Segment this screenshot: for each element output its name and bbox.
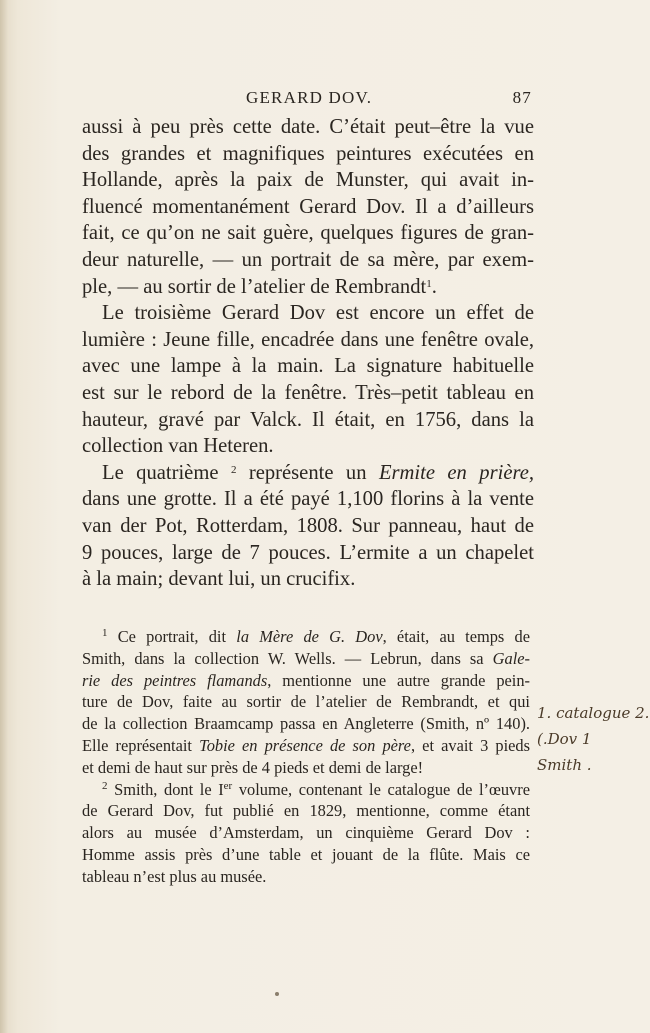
text-line: fluencé momentanément Gerard Dov. Il a d’ailleurs <box>82 195 534 218</box>
text-line: collection van Heteren. <box>82 435 274 458</box>
footnote-line: de Gerard Dov, fut publié en 1829, mentionne, comme étant <box>82 801 530 821</box>
running-title: GERARD DOV. <box>246 88 373 107</box>
footnote-line: $^2$ Smith, dont le Ier volume, contenant le catalogue de l’œuvre <box>102 779 530 799</box>
paragraph-3 <box>82 460 534 593</box>
text-line: fait, ce qu’on ne sait guère, quelques figures de gran- <box>82 222 534 245</box>
paragraph-1 <box>82 114 534 300</box>
handwritten-margin-note <box>537 700 650 778</box>
text-line: 9 pouces, large de 7 pouces. L’ermite a un chapelet <box>82 541 534 564</box>
text-line: hauteur, gravé par Valck. Il était, en 1756, dans la <box>82 408 534 431</box>
handwritten-line: 1. catalogue 2. <box>537 704 650 722</box>
footnote-1 <box>82 626 530 779</box>
footnote-line: Smith, dans la collection W. Wells. — Lebrun, dans sa Gale- <box>82 648 530 668</box>
page-speck <box>275 992 279 996</box>
text-line: des grandes et magnifiques peintures exécutées en <box>82 142 534 165</box>
footnote-line: alors au musée d’Amsterdam, un cinquième Gerard Dov : <box>82 823 530 843</box>
text-line: aussi à peu près cette date. C’était peut–être la vue <box>82 116 534 138</box>
footnote-line: rie des peintres flamands, mentionne une autre grande pein- <box>82 670 530 690</box>
footnote-line: Homme assis près d’une table et jouant de la flûte. Mais ce <box>82 844 530 864</box>
footnote-line: $^1$ Ce portrait, dit la Mère de G. Dov, était, au temps de <box>102 627 531 646</box>
text-line: van der Pot, Rotterdam, 1808. Sur panneau, haut de <box>82 514 534 537</box>
footnote-line: Elle représentait Tobie en présence de son père, et avait 3 pieds <box>82 735 531 755</box>
footnote-ref-2: 2 <box>230 463 237 476</box>
text-line: avec une lampe à la main. La signature habituelle <box>82 355 534 378</box>
text-line: Hollande, après la paix de Munster, qui avait in- <box>82 169 534 192</box>
text-line: ple, — au sortir de l’atelier de Rembrandt$^1$. <box>82 275 437 298</box>
footnotes <box>82 626 530 888</box>
page-spine-shadow <box>0 0 8 1033</box>
text-line: dans une grotte. Il a été payé 1,100 florins à la vente <box>82 488 534 511</box>
running-head <box>82 88 532 114</box>
footnote-line: tableau n’est plus au musée. <box>82 866 267 886</box>
footnote-line: ture de Dov, faite au sortir de l’atelier de Rembrandt, et qui <box>82 692 530 712</box>
text-line: lumière : Jeune fille, encadrée dans une fenêtre ovale, <box>82 328 534 351</box>
handwritten-line: (.Dov 1 <box>537 730 592 748</box>
page-number: 87 <box>512 88 532 107</box>
main-text <box>82 114 534 593</box>
footnote-line: de la collection Braamcamp passa en Angleterre (Smith, nº 140). <box>82 714 530 734</box>
paragraph-2 <box>82 300 534 460</box>
footnote-ref-1: 1 <box>426 277 432 290</box>
text-line: Le quatrième $^2$ représente un Ermite en prière, <box>102 461 534 484</box>
italic-title: Ermite en prière, <box>378 461 534 484</box>
footnote-line: et demi de haut sur près de 4 pieds et demi de large! <box>82 757 424 777</box>
text-line: est sur le rebord de la fenêtre. Très–petit tableau en <box>82 381 534 404</box>
text-line: deur naturelle, — un portrait de sa mère, par exem- <box>82 248 534 271</box>
handwritten-line: Smith . <box>537 756 592 774</box>
text-line: Le troisième Gerard Dov est encore un effet de <box>102 302 534 325</box>
footnote-2 <box>82 779 530 888</box>
text-line: à la main; devant lui, un crucifix. <box>82 568 356 591</box>
